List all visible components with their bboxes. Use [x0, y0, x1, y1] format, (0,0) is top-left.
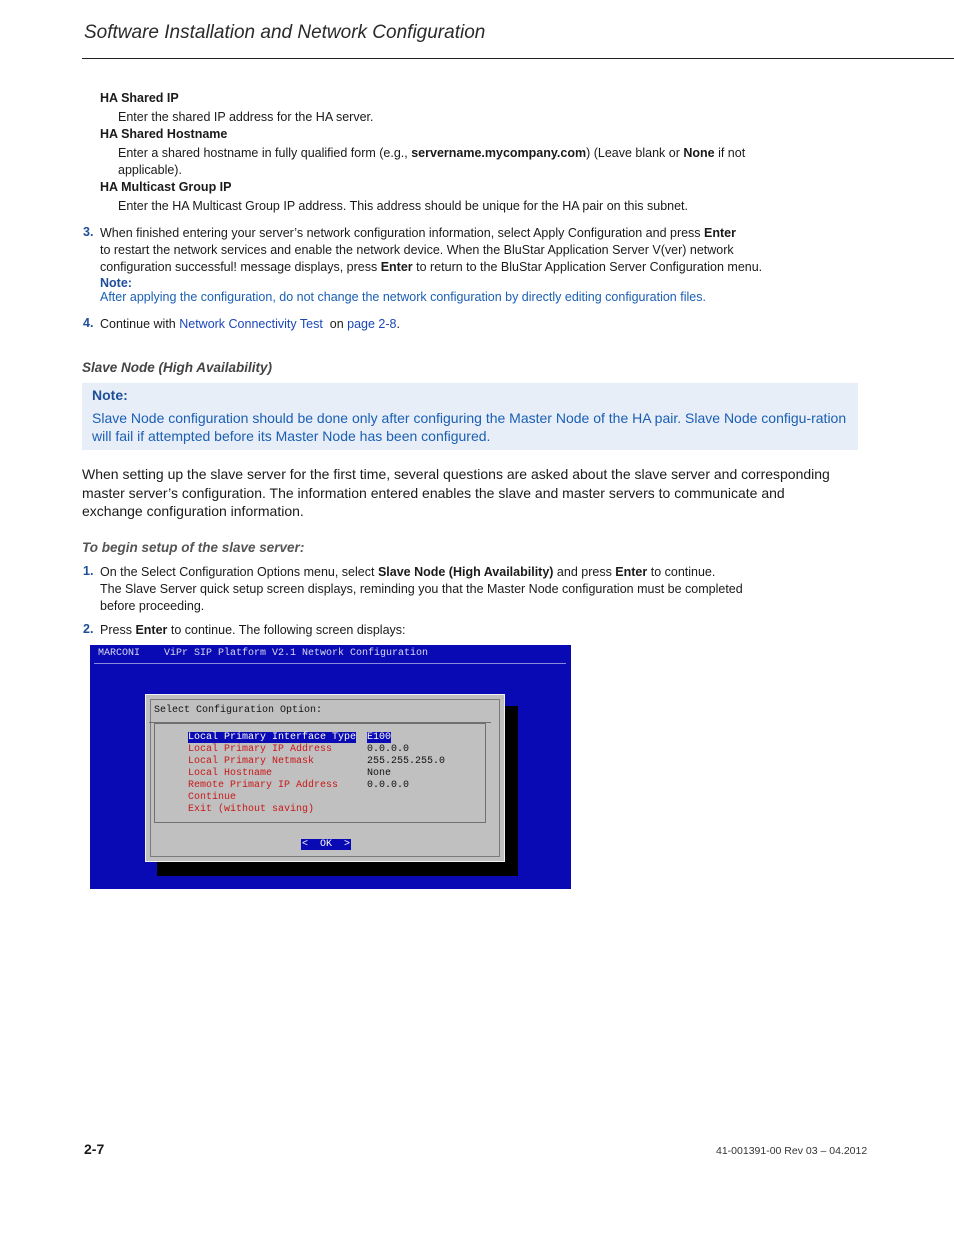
def-bold-none: None: [683, 146, 715, 160]
menu-value: None: [367, 768, 392, 779]
def-text: applicable).: [118, 163, 182, 177]
bold-slave-node: Slave Node (High Availability): [377, 565, 554, 579]
step-text: to return to the BluStar Application Server Configuration menu.: [412, 260, 763, 274]
step-text: When finished entering your server’s network configuration information, select Apply Configuration and press: [100, 226, 705, 240]
def-bold-hostname: servername.mycompany.com: [411, 146, 587, 160]
step-text: configuration successful! message displays, press: [100, 260, 381, 274]
key-enter: Enter: [615, 565, 648, 579]
ok-button[interactable]: < OK >: [302, 839, 351, 850]
step-text: on: [322, 317, 348, 331]
header-rule: [82, 58, 954, 59]
menu-value: E100: [367, 732, 392, 743]
key-enter: Enter: [704, 226, 736, 240]
link-page-2-8[interactable]: page 2-8: [347, 317, 397, 331]
terminal-title: MARCONI ViPr SIP Platform V2.1 Network Configuration: [98, 648, 429, 659]
def-ha-shared-ip: Enter the shared IP address for the HA server.: [118, 110, 374, 124]
link-network-connectivity-test[interactable]: Network Connectivity Test: [179, 317, 323, 331]
def-text: if not: [714, 146, 746, 160]
page-header-title: Software Installation and Network Configuration: [84, 22, 486, 43]
step-text: and press: [553, 565, 616, 579]
menu-item-local-primary-interface-type[interactable]: Local Primary Interface Type: [188, 732, 357, 743]
def-ha-multicast: Enter the HA Multicast Group IP address. This address should be unique for the HA pair on this subnet.: [118, 199, 689, 213]
key-enter: Enter: [135, 623, 168, 637]
menu-item-local-hostname[interactable]: Local Hostname: [188, 768, 273, 779]
config-menu: [154, 723, 486, 823]
page-number: 2-7: [84, 1141, 105, 1157]
def-text: ) (Leave blank or: [586, 146, 684, 160]
step-text: to restart the network services and enable the network device. When the BluStar Application Server V(ver) network: [100, 243, 734, 257]
step-text: to continue.: [647, 565, 716, 579]
step-text: Press: [100, 623, 136, 637]
menu-value: 0.0.0.0: [367, 744, 410, 755]
menu-value: 255.255.255.0: [367, 756, 446, 767]
step4-text: [100, 316, 400, 333]
terminal-screenshot: [90, 645, 571, 889]
note-box-text: Slave Node configuration should be done only after configuring the Master Node of the HA pair. Slave Node configu-ration will fail if attempted before its Master Node has been configured.: [92, 410, 847, 444]
step-text: before proceeding.: [100, 599, 205, 613]
def-ha-shared-hostname: [118, 145, 818, 179]
inline-note-label: Note:: [100, 276, 132, 290]
para-line: master server’s configuration. The information entered enables the slave and master servers to communicate and: [82, 484, 785, 501]
menu-item-continue[interactable]: Continue: [188, 792, 237, 803]
step-number: 2.: [83, 622, 94, 636]
key-enter: Enter: [380, 260, 413, 274]
pstep1-text: [100, 564, 840, 615]
note-box-label: Note:: [92, 387, 128, 403]
step-number: 4.: [83, 316, 94, 330]
step-text: On the Select Configuration Options menu, select: [100, 565, 378, 579]
inline-note-text: After applying the configuration, do not change the network configuration by directly editing configuration files.: [100, 290, 706, 304]
step-text: .: [396, 317, 400, 331]
step3-text: [100, 225, 840, 276]
menu-item-local-primary-ip-address[interactable]: Local Primary IP Address: [188, 744, 333, 755]
step-text: The Slave Server quick setup screen displays, reminding you that the Master Node configuration must be completed: [100, 582, 743, 596]
step-number: 1.: [83, 564, 94, 578]
menu-item-exit-without-saving[interactable]: Exit (without saving): [188, 804, 315, 815]
document-id: 41-001391-00 Rev 03 – 04.2012: [716, 1145, 868, 1157]
terminal-rule: [94, 663, 566, 664]
term-ha-shared-hostname: HA Shared Hostname: [100, 127, 228, 141]
para-line: exchange configuration information.: [82, 503, 304, 519]
step-text: Continue with: [100, 317, 180, 331]
menu-item-local-primary-netmask[interactable]: Local Primary Netmask: [188, 756, 315, 767]
term-ha-multicast: HA Multicast Group IP: [100, 180, 232, 194]
intro-paragraph: [82, 465, 862, 521]
def-text: Enter a shared hostname in fully qualified form (e.g.,: [118, 146, 412, 160]
config-dialog: [145, 694, 505, 862]
term-ha-shared-ip: HA Shared IP: [100, 91, 179, 105]
dialog-prompt: Select Configuration Option:: [154, 705, 323, 716]
procedure-heading: To begin setup of the slave server:: [82, 540, 305, 555]
section-heading: Slave Node (High Availability): [82, 360, 273, 375]
note-box: [82, 383, 858, 450]
para-line: When setting up the slave server for the first time, several questions are asked about the slave server and corresponding: [82, 466, 830, 482]
step-number: 3.: [83, 225, 94, 239]
pstep2-text: [100, 622, 406, 639]
step-text: to continue. The following screen displays:: [167, 623, 406, 637]
menu-value: 0.0.0.0: [367, 780, 410, 791]
menu-item-remote-primary-ip-address[interactable]: Remote Primary IP Address: [188, 780, 339, 791]
